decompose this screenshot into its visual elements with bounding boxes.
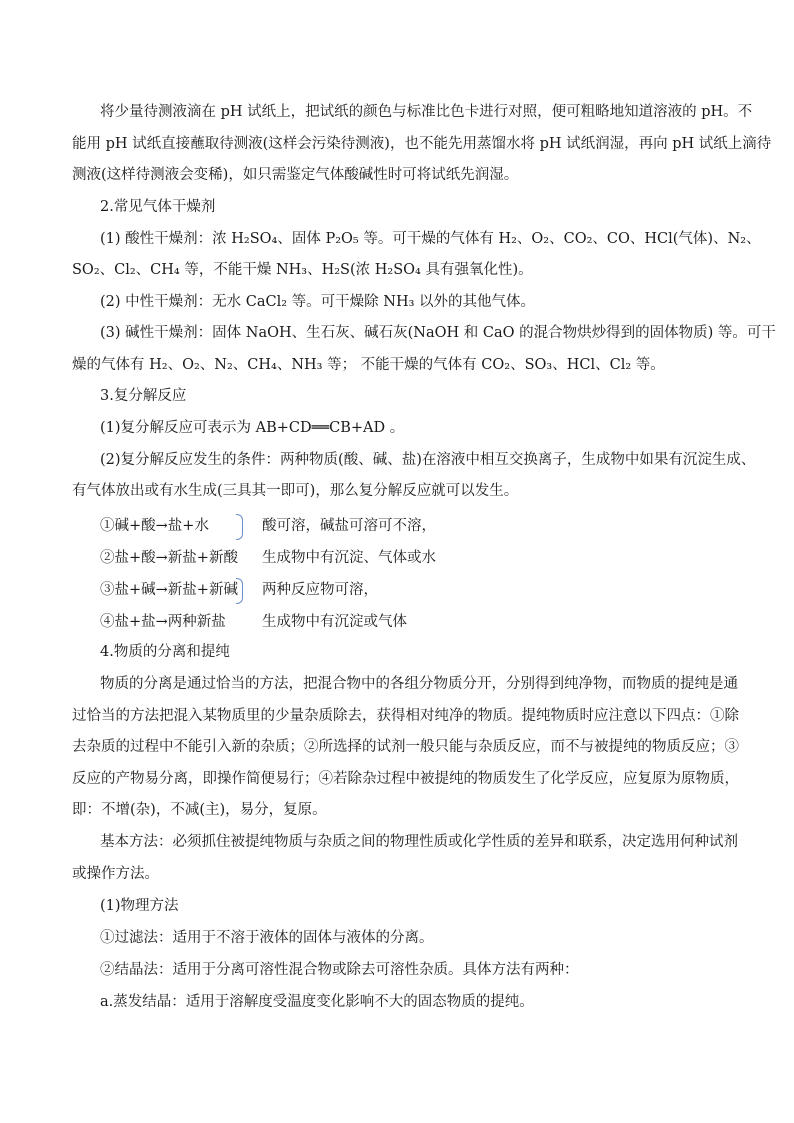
reaction-type: ②盐+酸→新盐+新酸 bbox=[100, 550, 238, 566]
paragraph-line: 即：不增(杂)，不减(主)，易分，复原。 bbox=[72, 802, 327, 818]
paragraph-line: 有气体放出或有水生成(三具其一即可)，那么复分解反应就可以发生。 bbox=[72, 483, 519, 499]
paragraph-line: 物质的分离是通过恰当的方法，把混合物中的各组分物质分开，分别得到纯净物，而物质的提纯是通 bbox=[100, 676, 738, 692]
reaction-condition: 两种反应物可溶， bbox=[262, 582, 378, 598]
section-heading: 4.物质的分离和提纯 bbox=[100, 644, 230, 660]
paragraph-line: 基本方法：必须抓住被提纯物质与杂质之间的物理性质或化学性质的差异和联系，决定选用何种试剂 bbox=[100, 834, 738, 850]
paragraph-line: 去杂质的过程中不能引入新的杂质；②所选择的试剂一般只能与杂质反应，而不与被提纯的物质反应；③ bbox=[72, 739, 739, 755]
reaction-condition: 生成物中有沉淀、气体或水 bbox=[262, 550, 436, 566]
paragraph-line: (2)复分解反应发生的条件：两种物质(酸、碱、盐)在溶液中相互交换离子，生成物中如果有沉淀生成、 bbox=[100, 452, 756, 468]
reaction-condition: 酸可溶，碱盐可溶可不溶， bbox=[262, 518, 436, 534]
paragraph-line: 过恰当的方法把混入某物质里的少量杂质除去，获得相对纯净的物质。提纯物质时应注意以下四点：①除 bbox=[72, 708, 739, 724]
brace-mark bbox=[236, 578, 243, 604]
paragraph-line: (1)复分解反应可表示为 AB+CD══CB+AD 。 bbox=[100, 420, 405, 436]
reaction-type: ①碱+酸→盐+水 bbox=[100, 518, 209, 534]
reaction-condition: 生成物中有沉淀或气体 bbox=[262, 614, 407, 630]
brace-mark bbox=[236, 514, 243, 540]
paragraph-line: 测液(这样待测液会变稀)，如只需鉴定气体酸碱性时可将试纸先润湿。 bbox=[72, 167, 519, 183]
paragraph-line: 能用 pH 试纸直接蘸取待测液(这样会污染待测液)，也不能先用蒸馏水将 pH 试纸润湿，再向 pH 试纸上滴待 bbox=[72, 136, 772, 152]
paragraph-line: (1) 酸性干燥剂：浓 H₂SO₄、固体 P₂O₅ 等。可干燥的气体有 H₂、O₂、CO₂、CO、HCl(气体)、N₂、 bbox=[100, 231, 761, 247]
section-heading: 2.常见气体干燥剂 bbox=[100, 199, 216, 215]
section-heading: 3.复分解反应 bbox=[100, 388, 187, 404]
method-item: a.蒸发结晶：适用于溶解度受温度变化影响不大的固态物质的提纯。 bbox=[100, 994, 534, 1010]
paragraph-line: SO₂、Cl₂、CH₄ 等，不能干燥 NH₃、H₂S(浓 H₂SO₄ 具有强氧化性)。 bbox=[72, 262, 533, 278]
method-heading: (1)物理方法 bbox=[100, 898, 179, 914]
paragraph-line: 将少量待测液滴在 pH 试纸上，把试纸的颜色与标准比色卡进行对照，便可粗略地知道溶液的 pH。不 bbox=[100, 104, 753, 120]
paragraph-line: (3) 碱性干燥剂：固体 NaOH、生石灰、碱石灰(NaOH 和 CaO 的混合物烘炒得到的固体物质) 等。可干 bbox=[100, 325, 776, 341]
paragraph-line: 反应的产物易分离，即操作简便易行；④若除杂过程中被提纯的物质发生了化学反应，应复原为原物质， bbox=[72, 771, 739, 787]
paragraph-line: (2) 中性干燥剂：无水 CaCl₂ 等。可干燥除 NH₃ 以外的其他气体。 bbox=[100, 294, 536, 310]
reaction-type: ④盐+盐→两种新盐 bbox=[100, 614, 226, 630]
paragraph-line: 燥的气体有 H₂、O₂、N₂、CH₄、NH₃ 等； 不能干燥的气体有 CO₂、SO₃、HCl、Cl₂ 等。 bbox=[72, 357, 665, 373]
method-item: ①过滤法：适用于不溶于液体的固体与液体的分离。 bbox=[100, 930, 434, 946]
method-item: ②结晶法：适用于分离可溶性混合物或除去可溶性杂质。具体方法有两种： bbox=[100, 962, 579, 978]
reaction-type: ③盐+碱→新盐+新碱 bbox=[100, 582, 238, 598]
paragraph-line: 或操作方法。 bbox=[72, 866, 159, 882]
